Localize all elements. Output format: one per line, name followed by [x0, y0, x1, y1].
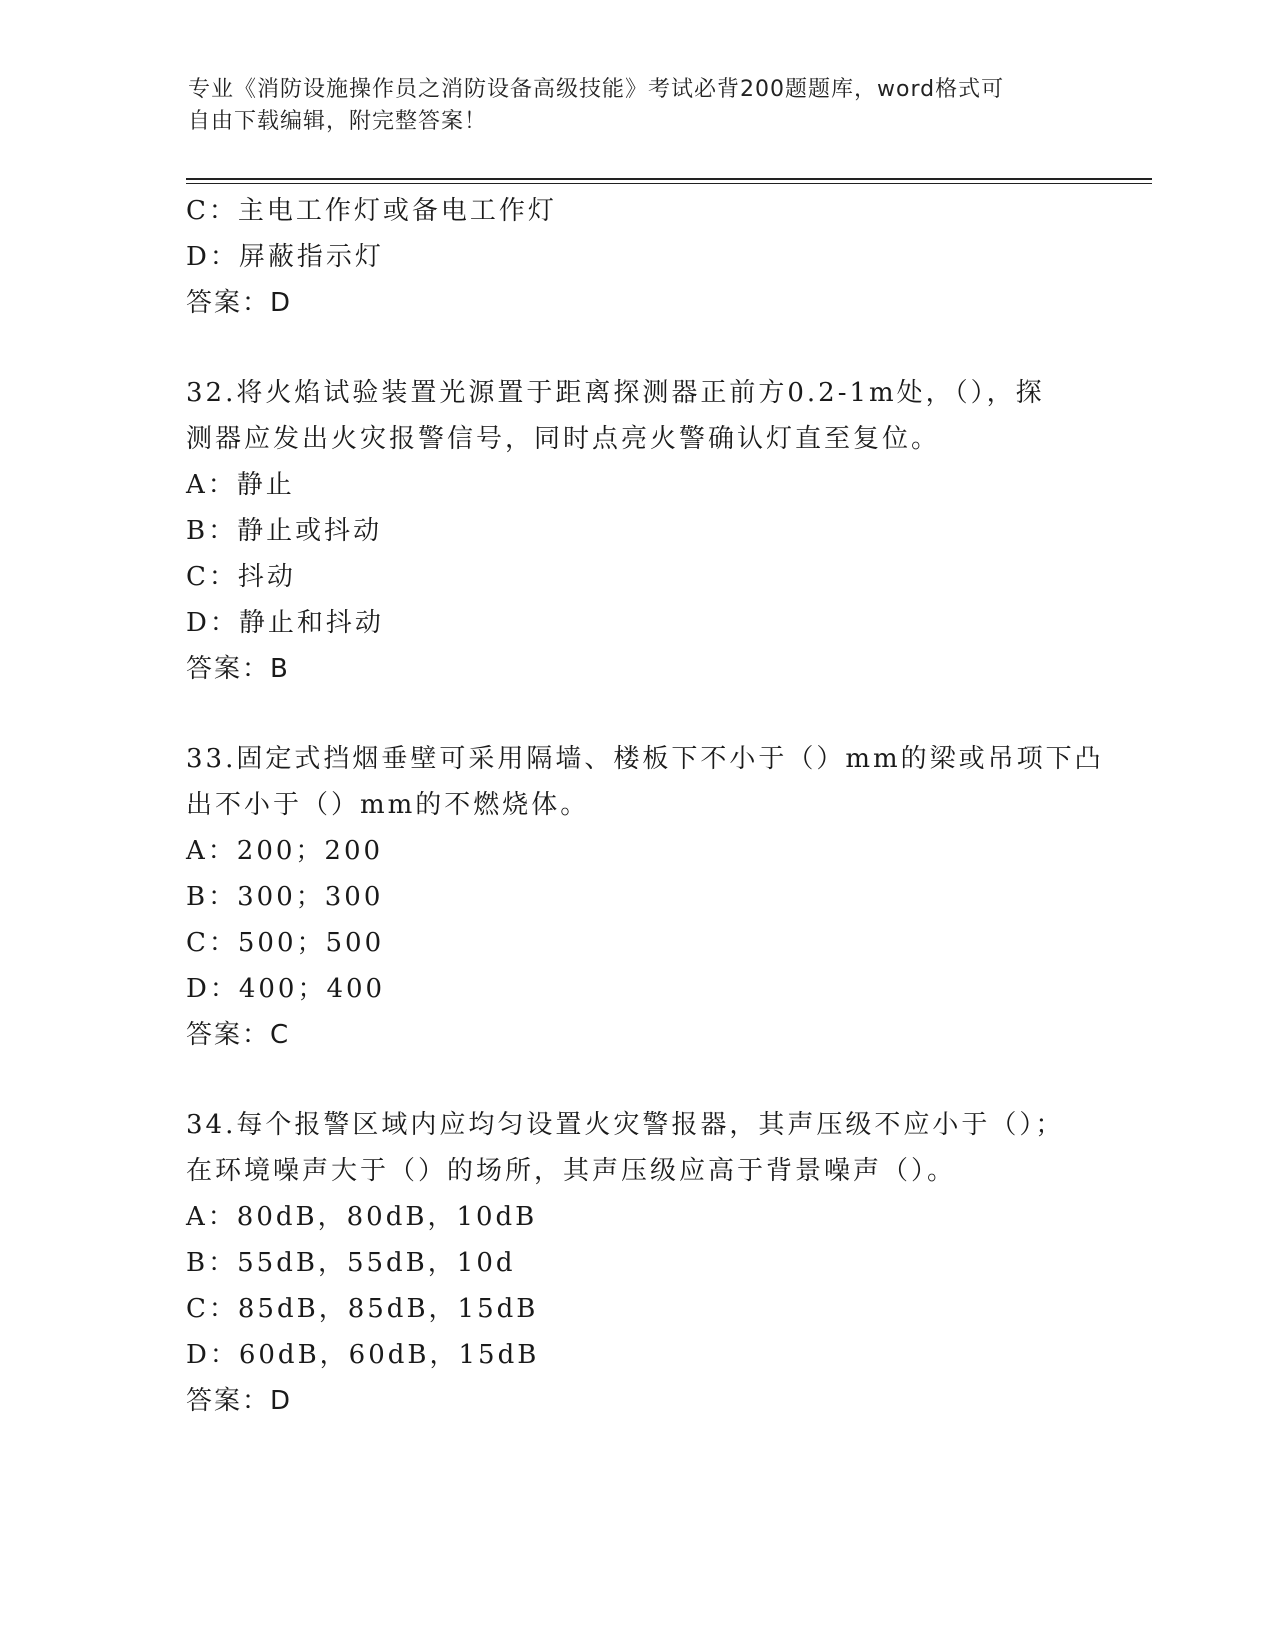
question-stem-line-2: 在环境噪声大于（）的场所，其声压级应高于背景噪声（）。 — [186, 1156, 957, 1186]
question-stem-line-2: 测器应发出火灾报警信号，同时点亮火警确认灯直至复位。 — [186, 424, 941, 454]
option-b: B：300；300 — [186, 882, 384, 912]
question-stem-line-1: 32.将火焰试验装置光源置于距离探测器正前方0.2-1m处，（），探 — [186, 378, 1045, 408]
option-d: D：静止和抖动 — [186, 608, 384, 638]
question-33 — [186, 736, 1104, 1058]
option-d: D：400；400 — [186, 974, 386, 1004]
question-32 — [186, 370, 1086, 692]
header-divider-thin — [186, 183, 1152, 184]
answer-line: 答案：C — [186, 1020, 291, 1050]
option-a: A：80dB，80dB，10dB — [186, 1202, 538, 1232]
option-d: D：屏蔽指示灯 — [186, 242, 384, 272]
answer-line: 答案：D — [186, 1386, 293, 1416]
option-b: B：静止或抖动 — [186, 516, 383, 546]
option-c: C：500；500 — [186, 928, 385, 958]
header-title-line-2: 自由下载编辑，附完整答案！ — [188, 109, 488, 134]
question-stem-line-1: 34.每个报警区域内应均匀设置火灾警报器，其声压级不应小于（）； — [186, 1110, 1065, 1140]
header-title-line-1: 专业《消防设施操作员之消防设备高级技能》考试必背200题题库，word格式可 — [188, 77, 1005, 102]
option-c: C：主电工作灯或备电工作灯 — [186, 196, 557, 226]
document-header — [188, 74, 1088, 138]
option-b: B：55dB，55dB，10d — [186, 1248, 516, 1278]
option-c: C：85dB，85dB，15dB — [186, 1294, 539, 1324]
option-a: A：静止 — [186, 470, 295, 500]
answer-line: 答案：B — [186, 654, 290, 684]
question-34 — [186, 1102, 1086, 1424]
header-divider-thick — [186, 178, 1152, 180]
option-d: D：60dB，60dB，15dB — [186, 1340, 540, 1370]
answer-line: 答案：D — [186, 288, 293, 318]
question-stem-line-2: 出不小于（）mm的不燃烧体。 — [186, 790, 590, 820]
document-body — [186, 188, 1104, 1424]
question-31-continuation — [186, 188, 1086, 326]
option-a: A：200；200 — [186, 836, 384, 866]
option-c: C：抖动 — [186, 562, 296, 592]
question-stem-line-1: 33.固定式挡烟垂壁可采用隔墙、楼板下不小于（）mm的梁或吊项下凸 — [186, 744, 1104, 774]
